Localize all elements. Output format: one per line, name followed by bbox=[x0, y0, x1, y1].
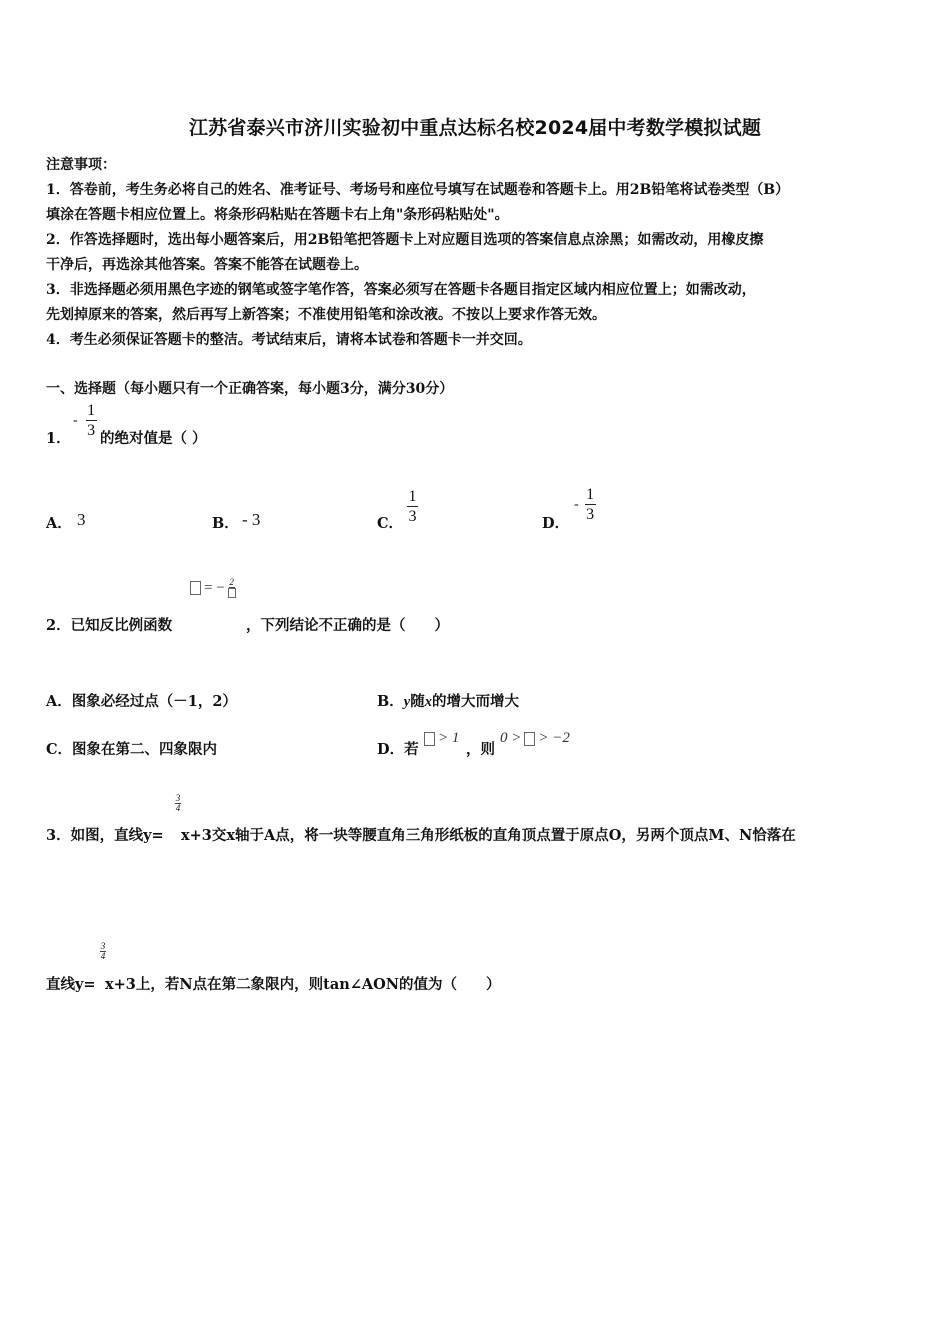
y-variable-glyph bbox=[524, 732, 535, 746]
q1-frac bbox=[86, 402, 97, 439]
q2-formula-frac bbox=[228, 578, 236, 598]
notice-line: 先划掉原来的答案，然后再写上新答案；不准使用铅笔和涂改液。不按以上要求作答无效。 bbox=[46, 307, 606, 323]
notice-line: 填涂在答题卡相应位置上。将条形码粘贴在答题卡右上角"条形码粘贴处"。 bbox=[46, 207, 509, 223]
q3-line1-b: x+3交x轴于A点，将一块等腰直角三角形纸板的直角顶点置于原点O，另两个顶点M、N恰落在 bbox=[181, 827, 796, 844]
notice-line: 1．答卷前，考生务必将自己的姓名、准考证号、考场号和座位号填写在试题卷和答题卡上。用2B铅笔将试卷类型（B） bbox=[46, 182, 790, 198]
x-variable-glyph bbox=[424, 732, 435, 746]
q2-formula-eq: = − bbox=[204, 579, 225, 596]
q1-frac-num: 1 bbox=[87, 402, 96, 419]
q3-frac-num: 3 bbox=[175, 793, 181, 803]
x-variable-glyph bbox=[228, 588, 236, 598]
q1-option-c-label: C． bbox=[377, 515, 404, 532]
q1-option-c-den: 3 bbox=[408, 508, 417, 525]
q1-frac-den: 3 bbox=[87, 422, 96, 439]
notice-line: 3．非选择题必须用黑色字迹的钢笔或签字笔作答，答案必须写在答题卡各题目指定区域内相应位置上；如需改动， bbox=[46, 282, 756, 298]
q2-option-d-label: D．若 bbox=[377, 741, 419, 758]
q1-fraction bbox=[73, 402, 97, 439]
q2-option-d-res: > −2 bbox=[538, 730, 570, 746]
q2-option-d-zero: 0 > bbox=[500, 730, 522, 746]
q2-option-c: C．图象在第二、四象限内 bbox=[46, 741, 218, 758]
q1-number: 1． bbox=[46, 430, 71, 447]
notice-line: 2．作答选择题时，选出每小题答案后，用2B铅笔把答题卡上对应题目选项的答案信息点涂黑；如需改动，用橡皮擦 bbox=[46, 232, 764, 248]
q2-option-a: A．图象必经过点（－1，2） bbox=[46, 693, 237, 710]
q3-frac-num: 3 bbox=[100, 941, 106, 951]
q1-option-c-fraction bbox=[407, 486, 418, 525]
q2-stem-a: 2．已知反比例函数 bbox=[46, 617, 173, 634]
q3-frac-den: 4 bbox=[100, 951, 106, 961]
q1-option-a-label: A． bbox=[46, 515, 72, 532]
q2-option-b-mid: 随 bbox=[410, 693, 425, 710]
q1-option-d-den: 3 bbox=[586, 506, 595, 523]
q3-line2-b: x+3上，若N点在第二象限内，则tan∠AON的值为（ ） bbox=[105, 976, 501, 993]
q1-option-d-label: D． bbox=[542, 515, 570, 532]
q2-option-b bbox=[377, 690, 519, 711]
q1-option-b-label: B． bbox=[212, 515, 239, 532]
notice-line: 4．考生必须保证答题卡的整洁。考试结束后，请将本试卷和答题卡一并交回。 bbox=[46, 332, 532, 348]
q3-line1-a: 3．如图，直线y= bbox=[46, 827, 164, 844]
q2-option-b-end: 的增大而增大 bbox=[431, 693, 519, 710]
q1-stem: 的绝对值是（ ） bbox=[100, 430, 207, 447]
q3-fraction-1 bbox=[175, 794, 181, 813]
q2-option-d-mid: ，则 bbox=[466, 741, 495, 758]
q1-option-d-num: 1 bbox=[586, 486, 595, 503]
q2-option-b-label: B． bbox=[377, 693, 404, 710]
q3-fraction-2 bbox=[100, 942, 106, 961]
q2-option-b-var: y bbox=[403, 694, 411, 710]
section-heading: 一、选择题（每小题只有一个正确答案，每小题3分，满分30分） bbox=[46, 381, 454, 397]
notice-line: 干净后，再选涂其他答案。答案不能答在试题卷上。 bbox=[46, 257, 368, 273]
q2-option-d-condition bbox=[424, 730, 459, 747]
q3-frac-den: 4 bbox=[175, 803, 181, 813]
q2-stem-b: ，下列结论不正确的是（ ） bbox=[246, 617, 449, 634]
q1-minus: - bbox=[73, 412, 78, 428]
q2-option-d-cond: > 1 bbox=[438, 730, 460, 746]
q2-option-d-result bbox=[500, 730, 570, 747]
q2-formula-num: 2 bbox=[229, 577, 234, 587]
page-title: 江苏省泰兴市济川实验初中重点达标名校2024届中考数学模拟试题 bbox=[188, 117, 762, 139]
q1-option-b-value: - 3 bbox=[242, 510, 261, 529]
q3-line2-a: 直线y= bbox=[46, 976, 96, 993]
y-variable-glyph bbox=[190, 581, 201, 595]
q1-option-d-fraction bbox=[574, 486, 596, 523]
q1-option-c-num: 1 bbox=[408, 488, 417, 505]
notice-heading: 注意事项： bbox=[46, 157, 116, 173]
q2-formula bbox=[190, 578, 236, 598]
q1-option-d-minus: - bbox=[574, 496, 579, 512]
q1-option-a-value: 3 bbox=[77, 510, 86, 529]
q2-option-b-var2: x bbox=[424, 694, 432, 710]
